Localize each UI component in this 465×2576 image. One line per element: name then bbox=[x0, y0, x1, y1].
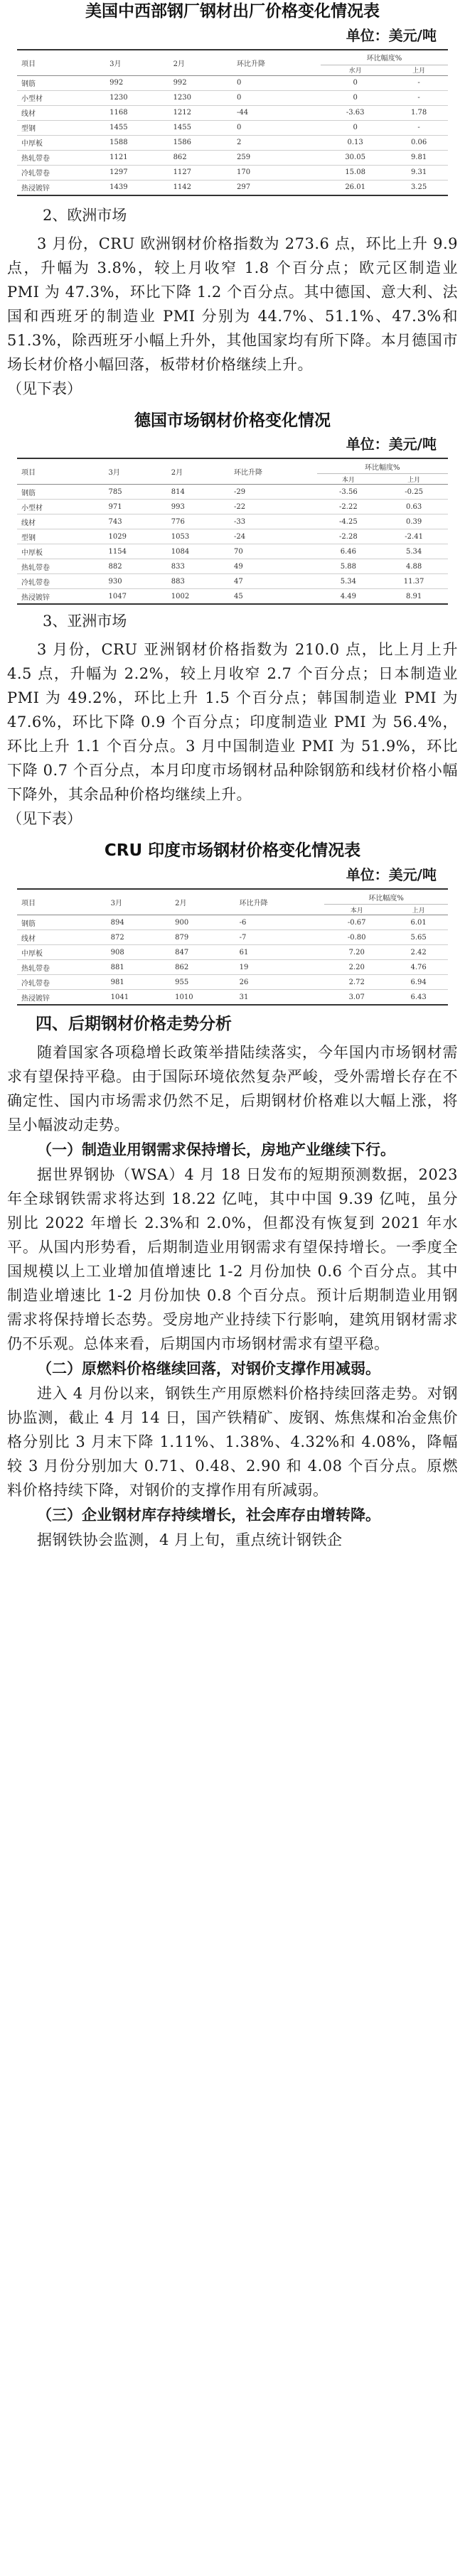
table-cell: -22 bbox=[230, 500, 317, 514]
table-row bbox=[17, 75, 448, 90]
table-row bbox=[17, 930, 448, 945]
table-cell: -2.28 bbox=[317, 529, 380, 544]
table-cell: 0.63 bbox=[380, 500, 448, 514]
table-cell: 872 bbox=[107, 930, 171, 945]
column-subheader: 上月 bbox=[390, 65, 448, 75]
table-cell: 45 bbox=[230, 589, 317, 605]
table-cell: 1439 bbox=[105, 180, 169, 195]
column-header: 3月 bbox=[105, 458, 167, 485]
column-header: 项目 bbox=[17, 889, 107, 915]
document-page bbox=[0, 1, 465, 1552]
table-cell: 19 bbox=[235, 960, 325, 975]
table-row bbox=[17, 975, 448, 990]
table-row bbox=[17, 589, 448, 605]
table-cell: 955 bbox=[171, 975, 235, 990]
table-cell: 2.20 bbox=[324, 960, 389, 975]
table-cell: 894 bbox=[107, 915, 171, 930]
table-cell: 热浸镀锌 bbox=[17, 990, 107, 1006]
table2-title: 德国市场钢材价格变化情况 bbox=[134, 411, 331, 430]
table-row bbox=[17, 945, 448, 960]
table-cell: 1586 bbox=[169, 135, 232, 150]
column-header: 环比升降 bbox=[235, 889, 325, 915]
table-cell: 0.13 bbox=[321, 135, 390, 150]
table-cell: -0.80 bbox=[324, 930, 389, 945]
section2-heading: 2、欧洲市场 bbox=[43, 206, 127, 224]
table-cell: 1212 bbox=[169, 105, 232, 120]
table-cell: 线材 bbox=[17, 930, 107, 945]
column-subheader: 本月 bbox=[317, 474, 380, 485]
table-cell: 879 bbox=[171, 930, 235, 945]
section3-note: （见下表） bbox=[7, 810, 82, 828]
table-header-row bbox=[17, 50, 448, 65]
column-subheader: 上月 bbox=[389, 905, 448, 915]
column-group-header: 环比幅度% bbox=[317, 458, 449, 474]
table-cell: 1297 bbox=[105, 165, 169, 180]
table-cell: 908 bbox=[107, 945, 171, 960]
table-cell: 1047 bbox=[105, 589, 167, 605]
table-row bbox=[17, 90, 448, 105]
table-cell: 5.88 bbox=[317, 559, 380, 574]
table-cell: 0 bbox=[232, 90, 321, 105]
section3-heading: 3、亚洲市场 bbox=[43, 613, 127, 630]
table-cell: 11.37 bbox=[380, 574, 448, 589]
table-cell: -4.25 bbox=[317, 514, 380, 529]
table-cell: 中厚板 bbox=[17, 945, 107, 960]
table3-title: CRU 印度市场钢材价格变化情况表 bbox=[104, 841, 361, 861]
table-cell: 型钢 bbox=[17, 120, 105, 135]
table-cell: 30.05 bbox=[321, 150, 390, 165]
table-row bbox=[17, 150, 448, 165]
table-cell: 中厚板 bbox=[17, 135, 105, 150]
table-cell: 881 bbox=[107, 960, 171, 975]
table-cell: 热浸镀锌 bbox=[17, 180, 105, 195]
table-cell: 0.06 bbox=[390, 135, 448, 150]
table-cell: -7 bbox=[235, 930, 325, 945]
table-cell: - bbox=[390, 75, 448, 90]
table-cell: 883 bbox=[167, 574, 230, 589]
table-row bbox=[17, 135, 448, 150]
table-cell: -33 bbox=[230, 514, 317, 529]
table-cell: 9.31 bbox=[390, 165, 448, 180]
column-header: 环比升降 bbox=[232, 50, 321, 76]
table-row bbox=[17, 990, 448, 1006]
table-cell: 1121 bbox=[105, 150, 169, 165]
section4-intro: 随着国家各项稳增长政策举措陆续落实，今年国内市场钢材需求有望保持平稳。由于国际环境依然复杂严峻，受外需增长存在不确定性、国内市场需求仍然不足，后期钢材价格难以大幅上涨，将呈小幅波动走势。 bbox=[7, 1043, 458, 1133]
section4-sub1-heading: （一）制造业用钢需求保持增长，房地产业继续下行。 bbox=[37, 1141, 395, 1158]
table1 bbox=[17, 49, 448, 196]
table-cell: - bbox=[390, 120, 448, 135]
table-cell: 1455 bbox=[169, 120, 232, 135]
table-cell: 热轧带卷 bbox=[17, 150, 105, 165]
table-cell: 259 bbox=[232, 150, 321, 165]
table-cell: 862 bbox=[169, 150, 232, 165]
table-cell: 0 bbox=[321, 75, 390, 90]
table-cell: 钢筋 bbox=[17, 915, 107, 930]
table-cell: 2.72 bbox=[324, 975, 389, 990]
table-cell: 线材 bbox=[17, 105, 105, 120]
table-cell: 847 bbox=[171, 945, 235, 960]
section4-sub2-heading: （二）原燃料价格继续回落，对钢价支撑作用减弱。 bbox=[37, 1359, 380, 1377]
table-cell: 31 bbox=[235, 990, 325, 1006]
column-group-header: 环比幅度% bbox=[324, 889, 448, 905]
table-cell: 992 bbox=[169, 75, 232, 90]
table-cell: 1010 bbox=[171, 990, 235, 1006]
table-cell: 61 bbox=[235, 945, 325, 960]
column-header: 3月 bbox=[105, 50, 169, 76]
table-cell: 9.81 bbox=[390, 150, 448, 165]
table-cell: 3.07 bbox=[324, 990, 389, 1006]
column-header: 2月 bbox=[171, 889, 235, 915]
table3-unit: 单位：美元/吨 bbox=[346, 866, 437, 884]
table-cell: 1041 bbox=[107, 990, 171, 1006]
table-cell: 热轧带卷 bbox=[17, 960, 107, 975]
table-cell: 1142 bbox=[169, 180, 232, 195]
table-cell: 26.01 bbox=[321, 180, 390, 195]
table-header-row bbox=[17, 458, 448, 474]
table-cell: 297 bbox=[232, 180, 321, 195]
table-cell: 49 bbox=[230, 559, 317, 574]
table-cell: 1588 bbox=[105, 135, 169, 150]
table-cell: 冷轧带卷 bbox=[17, 975, 107, 990]
table-row bbox=[17, 120, 448, 135]
table-cell: 冷轧带卷 bbox=[17, 165, 105, 180]
column-subheader: 上月 bbox=[380, 474, 448, 485]
column-group-header: 环比幅度% bbox=[321, 50, 448, 65]
table-cell: 钢筋 bbox=[17, 485, 105, 500]
table-cell: 4.49 bbox=[317, 589, 380, 605]
table-cell: 1127 bbox=[169, 165, 232, 180]
table-cell: 小型材 bbox=[17, 90, 105, 105]
table-cell: 3.25 bbox=[390, 180, 448, 195]
table-cell: -0.67 bbox=[324, 915, 389, 930]
table-cell: -3.63 bbox=[321, 105, 390, 120]
table-cell: -24 bbox=[230, 529, 317, 544]
table-cell: - bbox=[390, 90, 448, 105]
table-cell: -0.25 bbox=[380, 485, 448, 500]
table-cell: 0 bbox=[232, 120, 321, 135]
table-cell: 6.43 bbox=[389, 990, 448, 1006]
table-cell: 热轧带卷 bbox=[17, 559, 105, 574]
table-row bbox=[17, 915, 448, 930]
table-cell: 971 bbox=[105, 500, 167, 514]
table-header-row bbox=[17, 889, 448, 905]
table-cell: 0 bbox=[232, 75, 321, 90]
table-cell: 900 bbox=[171, 915, 235, 930]
section2-paragraph: 3 月份，CRU 欧洲钢材价格指数为 273.6 点，环比上升 9.9 点，升幅为 3.8%，较上月收窄 1.8 个百分点；欧元区制造业 PMI 为 47.3%，环比下降 1.2 个百分点。其中德国、意大利、法国和西班牙的制造业 PMI 分别为 44.7%、51.1%、47.3%和 51.3%，除西班牙小幅上升外，其他国家均有所下降。本月德国市场长材价格小幅回落，板带材价格继续上升。 bbox=[7, 235, 458, 373]
table2 bbox=[17, 458, 448, 605]
table-cell: 743 bbox=[105, 514, 167, 529]
table-cell: 1029 bbox=[105, 529, 167, 544]
table-cell: 70 bbox=[230, 544, 317, 559]
table-row bbox=[17, 960, 448, 975]
table-cell: 钢筋 bbox=[17, 75, 105, 90]
table-cell: 冷轧带卷 bbox=[17, 574, 105, 589]
table-row bbox=[17, 105, 448, 120]
table-cell: 热浸镀锌 bbox=[17, 589, 105, 605]
table-cell: 0.39 bbox=[380, 514, 448, 529]
table-cell: 线材 bbox=[17, 514, 105, 529]
table-row bbox=[17, 165, 448, 180]
table-cell: 7.20 bbox=[324, 945, 389, 960]
table-cell: 47 bbox=[230, 574, 317, 589]
section4-heading: 四、后期钢材价格走势分析 bbox=[36, 1015, 232, 1034]
section4-paragraph3: 据钢铁协会监测，4 月上旬，重点统计钢铁企 bbox=[37, 1531, 343, 1548]
table1-title: 美国中西部钢厂钢材出厂价格变化情况表 bbox=[85, 2, 380, 21]
table-cell: -29 bbox=[230, 485, 317, 500]
table-cell: 5.34 bbox=[317, 574, 380, 589]
table-row bbox=[17, 485, 448, 500]
column-header: 环比升降 bbox=[230, 458, 317, 485]
table-cell: 882 bbox=[105, 559, 167, 574]
table-cell: 4.76 bbox=[389, 960, 448, 975]
table-cell: 814 bbox=[167, 485, 230, 500]
column-subheader: 水月 bbox=[321, 65, 390, 75]
column-header: 3月 bbox=[107, 889, 171, 915]
table-cell: -2.41 bbox=[380, 529, 448, 544]
table-cell: 型钢 bbox=[17, 529, 105, 544]
table-cell: 1002 bbox=[167, 589, 230, 605]
table-cell: 833 bbox=[167, 559, 230, 574]
table-cell: 170 bbox=[232, 165, 321, 180]
column-header: 项目 bbox=[17, 458, 105, 485]
table-cell: 0 bbox=[321, 120, 390, 135]
table-cell: -44 bbox=[232, 105, 321, 120]
table-row bbox=[17, 544, 448, 559]
section4-paragraph2: 进入 4 月份以来，钢铁生产用原燃料价格持续回落走势。对钢协监测，截止 4 月 14 日，国产铁精矿、废钢、炼焦煤和冶金焦价格分别比 3 月末下降 1.11%、1.38%、4.32%和 4.08%，降幅较 3 月份分别加大 0.71、0.48、2.90 和 4.08 个百分点。原燃料价格持续下降，对钢价的支撑作用有所减弱。 bbox=[7, 1384, 458, 1499]
table-row bbox=[17, 514, 448, 529]
section4-sub3-heading: （三）企业钢材库存持续增长，社会库存由增转降。 bbox=[37, 1506, 380, 1524]
table-cell: 8.91 bbox=[380, 589, 448, 605]
table-cell: 6.94 bbox=[389, 975, 448, 990]
table-cell: 776 bbox=[167, 514, 230, 529]
table2-unit: 单位：美元/吨 bbox=[346, 436, 437, 453]
table-cell: 785 bbox=[105, 485, 167, 500]
table-cell: -3.56 bbox=[317, 485, 380, 500]
table-row bbox=[17, 529, 448, 544]
table-cell: 1455 bbox=[105, 120, 169, 135]
column-header: 项目 bbox=[17, 50, 105, 76]
table-cell: 4.88 bbox=[380, 559, 448, 574]
table-cell: 6.46 bbox=[317, 544, 380, 559]
table-cell: 6.01 bbox=[389, 915, 448, 930]
table-cell: 5.34 bbox=[380, 544, 448, 559]
table-cell: 2 bbox=[232, 135, 321, 150]
table-row bbox=[17, 180, 448, 195]
section4-paragraph1: 据世界钢协（WSA）4 月 18 日发布的短期预测数据，2023 年全球钢铁需求将达到 18.22 亿吨，其中中国 9.39 亿吨，虽分别比 2022 年增长 2.3%和 2.0%，但都没有恢复到 2021 年水平。从国内形势看，后期制造业用钢需求有望保持增长。一季度全国规模以上工业增加值增速比 1-2 月份加快 0.6 个百分点。其中制造业增速比 1-2 月份加快 0.8 个百分点。预计后期制造业用钢需求将保持增长态势。受房地产业持续下行影响，建筑用钢材需求仍不乐观。总体来看，后期国内市场钢材需求有望平稳。 bbox=[7, 1165, 458, 1352]
table-cell: 1230 bbox=[105, 90, 169, 105]
table-cell: 1230 bbox=[169, 90, 232, 105]
table-row bbox=[17, 559, 448, 574]
column-header: 2月 bbox=[167, 458, 230, 485]
table-cell: 小型材 bbox=[17, 500, 105, 514]
table1-unit: 单位：美元/吨 bbox=[346, 26, 437, 44]
table-cell: 981 bbox=[107, 975, 171, 990]
table-cell: 1084 bbox=[167, 544, 230, 559]
table-cell: 993 bbox=[167, 500, 230, 514]
table-cell: 26 bbox=[235, 975, 325, 990]
table3 bbox=[17, 888, 448, 1006]
section3-paragraph: 3 月份，CRU 亚洲钢材价格指数为 210.0 点，比上月上升 4.5 点，升幅为 2.2%，较上月收窄 2.7 个百分点；日本制造业 PMI 为 49.2%，环比上升 1.5 个百分点；韩国制造业 PMI 为 47.6%，环比下降 0.9 个百分点；印度制造业 PMI 为 56.4%，环比上升 1.1 个百分点。3 月中国制造业 PMI 为 51.9%，环比下降 0.7 个百分点，本月印度市场钢材品种除钢筋和线材价格小幅下降外，其余品种价格均继续上升。 bbox=[7, 641, 458, 804]
table-row bbox=[17, 574, 448, 589]
table-cell: 862 bbox=[171, 960, 235, 975]
table-cell: -2.22 bbox=[317, 500, 380, 514]
table-cell: 2.42 bbox=[389, 945, 448, 960]
column-subheader: 本月 bbox=[324, 905, 389, 915]
table-cell: -6 bbox=[235, 915, 325, 930]
table-cell: 1168 bbox=[105, 105, 169, 120]
table-cell: 992 bbox=[105, 75, 169, 90]
table-cell: 1.78 bbox=[390, 105, 448, 120]
column-header: 2月 bbox=[169, 50, 232, 76]
table-cell: 0 bbox=[321, 90, 390, 105]
table-cell: 1053 bbox=[167, 529, 230, 544]
table-cell: 930 bbox=[105, 574, 167, 589]
table-cell: 1154 bbox=[105, 544, 167, 559]
table-cell: 15.08 bbox=[321, 165, 390, 180]
section2-note: （见下表） bbox=[7, 379, 82, 397]
table-cell: 中厚板 bbox=[17, 544, 105, 559]
table-cell: 5.65 bbox=[389, 930, 448, 945]
table-row bbox=[17, 500, 448, 514]
